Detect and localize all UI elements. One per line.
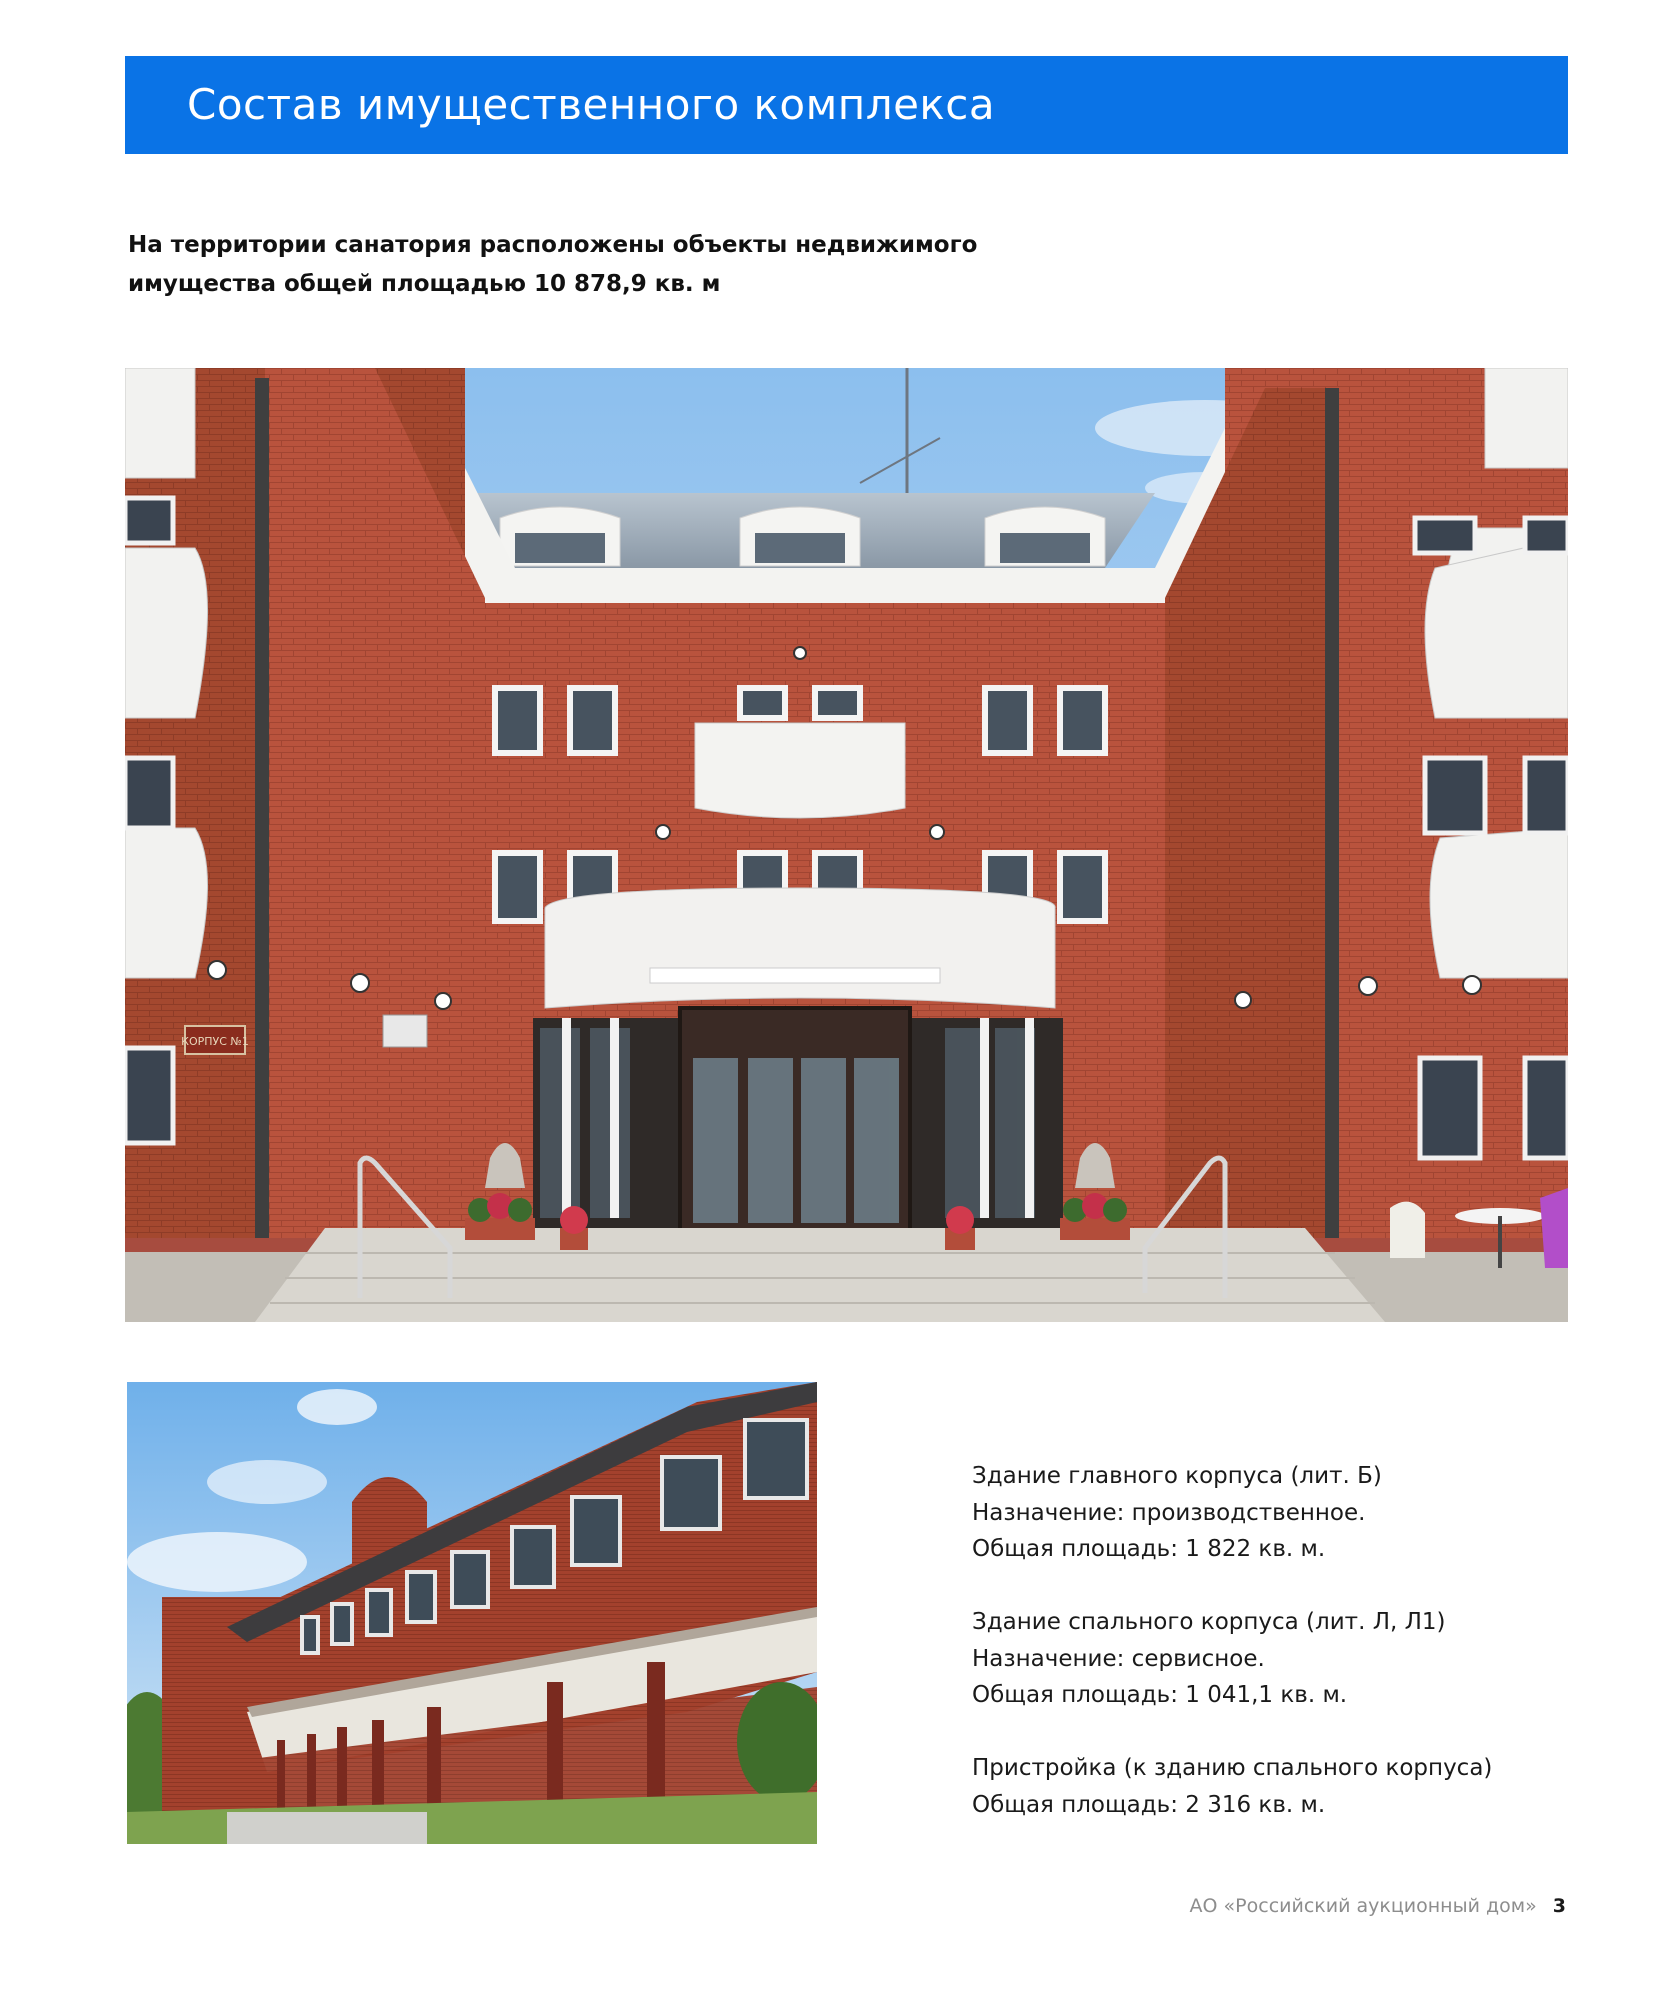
page-number: 3 <box>1552 1895 1566 1917</box>
building-name: Здание спального корпуса (лит. Л, Л1) <box>972 1609 1446 1635</box>
building-purpose: Назначение: сервисное. <box>972 1645 1265 1672</box>
page-title: Состав имущественного комплекса <box>187 80 996 129</box>
building-item-sleeping <box>972 1604 1572 1714</box>
page-footer <box>1190 1895 1566 1917</box>
buildings-list <box>972 1458 1572 1860</box>
building-name: Пристройка (к зданию спального корпуса) <box>972 1755 1493 1781</box>
building-name: Здание главного корпуса (лит. Б) <box>972 1463 1382 1489</box>
building-area: Общая площадь: 1 041,1 кв. м. <box>972 1682 1348 1708</box>
building-sign: КОРПУС №1 <box>181 1035 249 1048</box>
building-area: Общая площадь: 2 316 кв. м. <box>972 1791 1326 1818</box>
intro-text <box>128 226 1028 304</box>
intro-line-2: имущества общей площадью 10 878,9 кв. м <box>128 271 721 297</box>
building-area: Общая площадь: 1 822 кв. м. <box>972 1536 1326 1562</box>
header-banner <box>125 56 1568 154</box>
main-building-photo <box>125 368 1568 1322</box>
footer-company: АО «Российский аукционный дом» <box>1189 1895 1537 1917</box>
building-purpose: Назначение: производственное. <box>972 1499 1366 1526</box>
building-item-main <box>972 1458 1572 1568</box>
sleeping-building-photo <box>127 1382 817 1844</box>
intro-line-1: На территории санатория расположены объекты недвижимого <box>128 232 978 258</box>
building-item-annex <box>972 1750 1572 1823</box>
